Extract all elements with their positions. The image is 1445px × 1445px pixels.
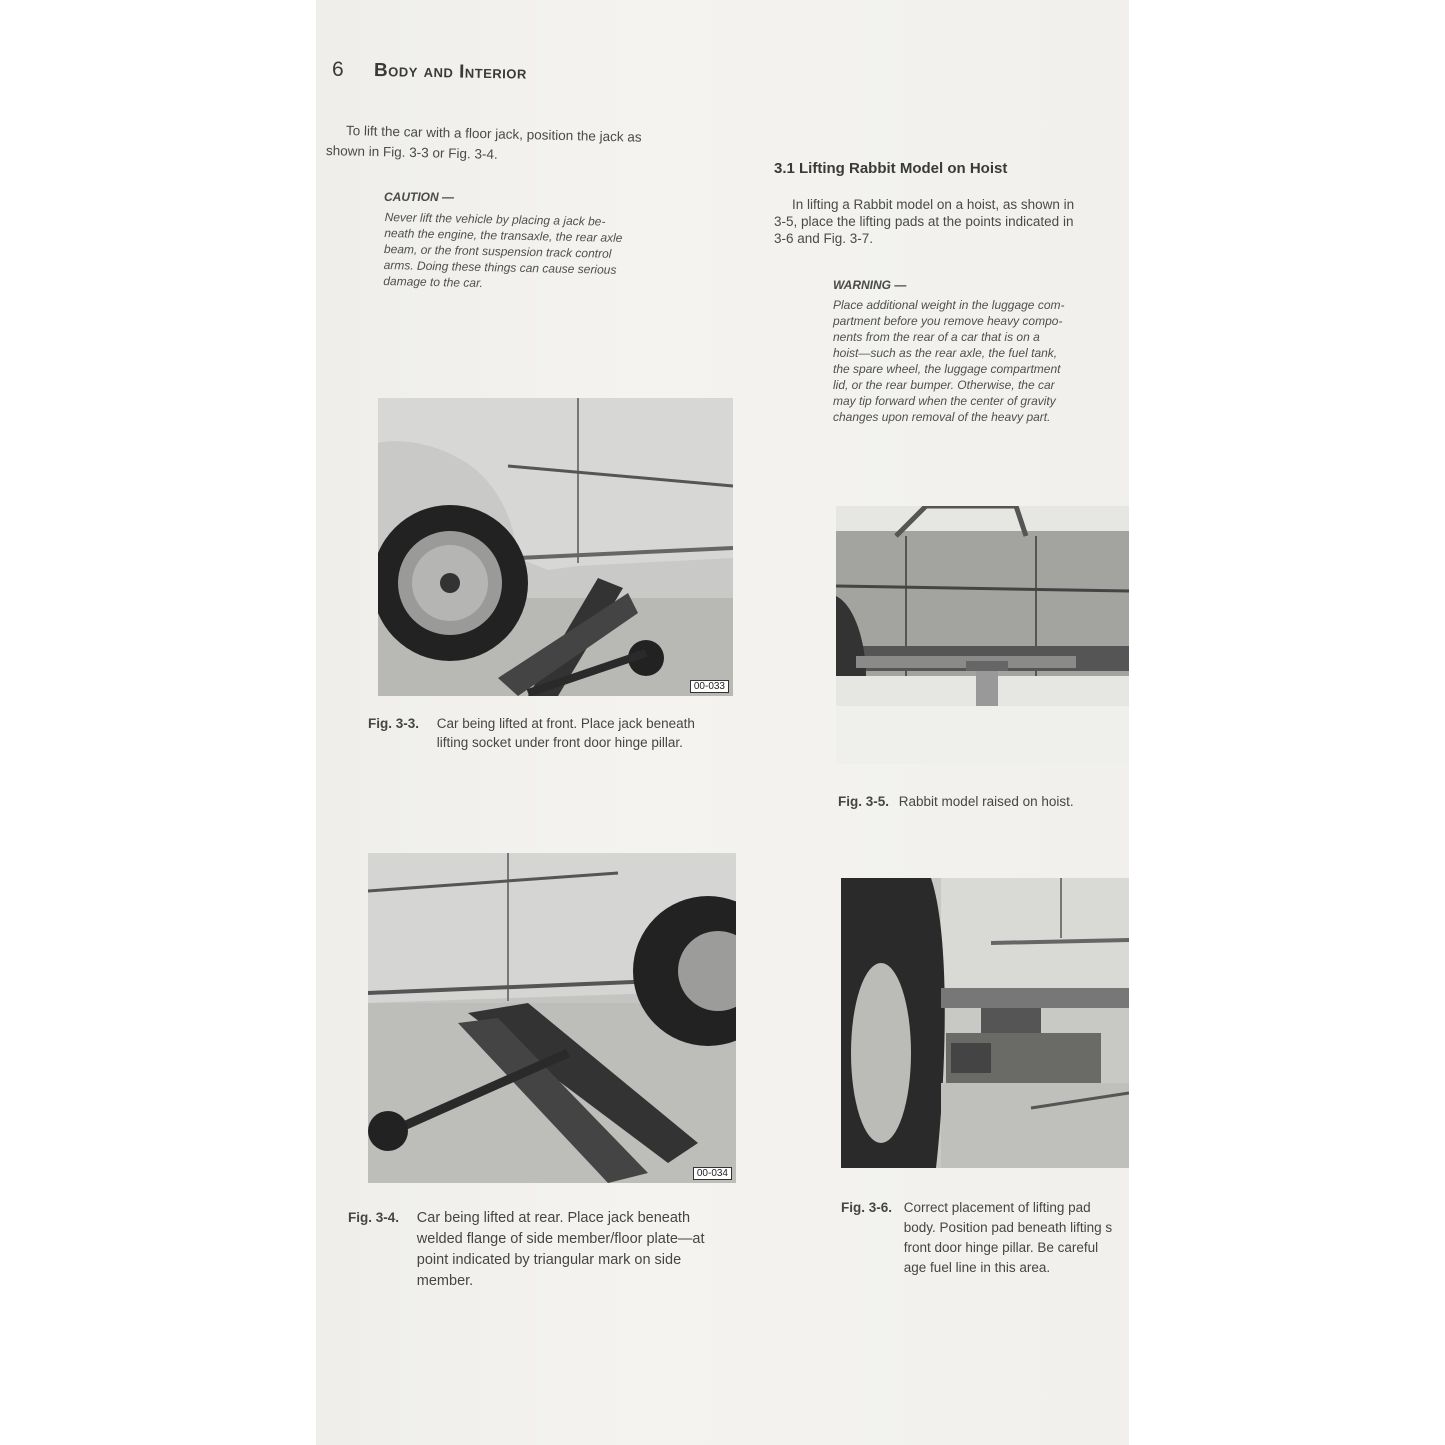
intro-line-2: shown in Fig. 3-3 or Fig. 3-4. (325, 143, 498, 162)
chapter-title: Body and Interior (373, 60, 528, 84)
section-paragraph: In lifting a Rabbit model on a hoist, as shown in 3-5, place the lifting pads at the points indicated in 3-6 and Fig. 3-7. (774, 197, 1075, 246)
warning-text: Place additional weight in the luggage com- partment before you remove heavy compo- nents from the rear of a car that is on a hoist—such as the rear axle, the fuel tank, the spare wheel, the luggage compartment lid, or the rear bumper. Otherwise, the car may tip forward when the center of gravity changes upon removal of the heavy part. (833, 298, 1065, 424)
figure-caption-3-5: Fig. 3-5. Rabbit model raised on hoist. (838, 794, 1074, 809)
warning-heading: WARNING — (833, 278, 907, 292)
photo-car-lifted-front (378, 398, 733, 696)
figure-caption-3-4: Fig. 3-4. Car being lifted at rear. Place jack beneath welded flange of side member/floor plate—at point indicated by triangular mark on side member. (348, 1210, 705, 1289)
figure-tag: 00-033 (690, 680, 729, 693)
manual-page (316, 0, 1129, 1445)
figure-caption-3-3: Fig. 3-3. Car being lifted at front. Place jack beneath lifting socket under front door hinge pillar. (368, 716, 695, 750)
figure-caption-3-6: Fig. 3-6. Correct placement of lifting pad body. Position pad beneath lifting s front door hinge pillar. Be careful age fuel line in this area. (841, 1200, 1113, 1275)
caution-text: Never lift the vehicle by placing a jack be- neath the engine, the transaxle, the rear axle beam, or the front suspension track control arms. Doing these things can cause serious damage to the car. (383, 210, 623, 291)
photo-rabbit-on-hoist (836, 506, 1129, 764)
intro-line-1: To lift the car with a floor jack, position the jack as (345, 123, 642, 145)
caution-heading: CAUTION — (384, 190, 454, 204)
photo-lifting-pad-placement (841, 878, 1129, 1168)
page-number: 6 (332, 58, 344, 81)
figure-tag: 00-034 (693, 1167, 732, 1180)
section-heading: 3.1 Lifting Rabbit Model on Hoist (774, 160, 1008, 177)
photo-car-lifted-rear (368, 853, 736, 1183)
